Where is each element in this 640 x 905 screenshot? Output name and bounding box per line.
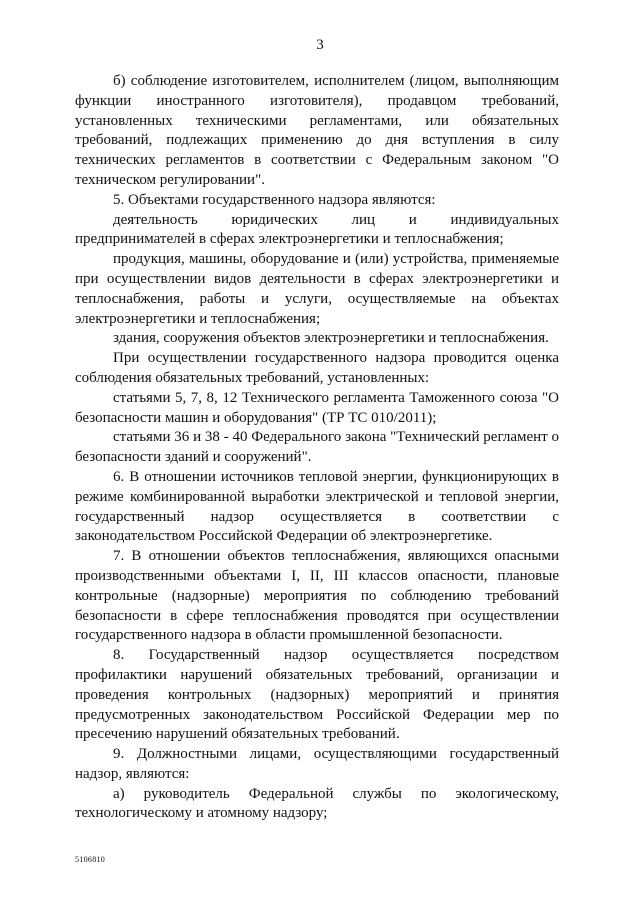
paragraph-a-head: а) руководитель Федеральной службы по экологическому, технологическому и атомному надзору; (75, 785, 559, 822)
paragraph-6-heat-sources: 6. В отношении источников тепловой энергии, функционирующих в режиме комбинированной выработки электрической и тепловой энергии, государственный надзор осуществляется в соответствии с законодательством Российской Федерации об электроэнергетике. (75, 468, 559, 545)
paragraph-assessment: При осуществлении государственного надзора проводится оценка соблюдения обязательных требований, установленных: (75, 350, 559, 386)
paragraph-7-heat-supply: 7. В отношении объектов теплоснабжения, являющихся опасными производственными объектами I, II, III классов опасности, плановые контрольные (надзорные) мероприятия по соблюдению требований безопасности в сфере теплоснабжения проводятся при осуществлении государственного надзора в области промышленной безопасности. (75, 548, 559, 644)
document-body (75, 72, 559, 824)
paragraph-8-supervision: 8. Государственный надзор осуществляется посредством профилактики нарушений обязательных требований, организации и проведения контрольных (надзорных) мероприятий и принятия предусмотренных законодательством Российской Федерации мер по пресечению нарушений обязательных требований. (75, 647, 559, 743)
paragraph-federal-law: статьями 36 и 38 - 40 Федерального закона "Технический регламент о безопасности зданий и сооружений". (75, 429, 559, 466)
document-code: 5106810 (75, 855, 106, 864)
paragraph-buildings: здания, сооружения объектов электроэнергетики и теплоснабжения. (113, 330, 549, 347)
paragraph-b-compliance: б) соблюдение изготовителем, исполнителем (лицом, выполняющим функции иностранного изготовителя), продавцом требований, установленных техническими регламентами, или обязательных требований, подлежащих применению до дня вступления в силу технических регламентов в соответствии с Федеральным законом "О техническом регулировании". (75, 73, 559, 188)
paragraph-activity: деятельность юридических лиц и индивидуальных предпринимателей в сферах электроэнергетики и теплоснабжения; (75, 211, 559, 248)
paragraph-9-officials: 9. Должностными лицами, осуществляющими государственный надзор, являются: (75, 746, 559, 782)
paragraph-products: продукция, машины, оборудование и (или) устройства, применяемые при осуществлении видов деятельности в сферах электроэнергетики и теплоснабжения, работы и услуги, осуществляемые на объектах электроэнергетики и теплоснабжения; (75, 251, 559, 327)
paragraph-customs-regulation: статьями 5, 7, 8, 12 Технического регламента Таможенного союза "О безопасности машин и оборудования" (ТР ТС 010/2011); (75, 389, 559, 426)
page-number: 3 (316, 37, 324, 53)
paragraph-5-objects: 5. Объектами государственного надзора являются: (113, 191, 436, 208)
